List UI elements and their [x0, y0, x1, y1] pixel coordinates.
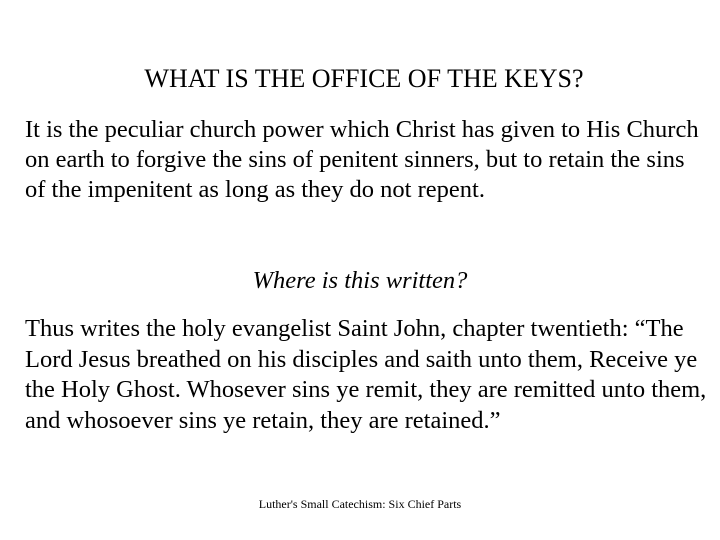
answer-paragraph: It is the peculiar church power which Christ has given to His Church on earth to forgive the sins of penitent sinners, but to retain the sins of the impenitent as long as they do not repent. [25, 116, 699, 203]
slide-title: WHAT IS THE OFFICE OF THE KEYS? [144, 64, 584, 93]
scripture-paragraph: Thus writes the holy evangelist Saint John, chapter twentieth: “The Lord Jesus breathed on his disciples and saith unto them, Receive ye the Holy Ghost. Whosever sins ye remit, they are remitted unto them, and whosoever sins ye retain, they are retained.” [25, 315, 707, 434]
slide-footer: Luther's Small Catechism: Six Chief Parts [258, 497, 462, 511]
question-heading: Where is this written? [252, 267, 468, 294]
